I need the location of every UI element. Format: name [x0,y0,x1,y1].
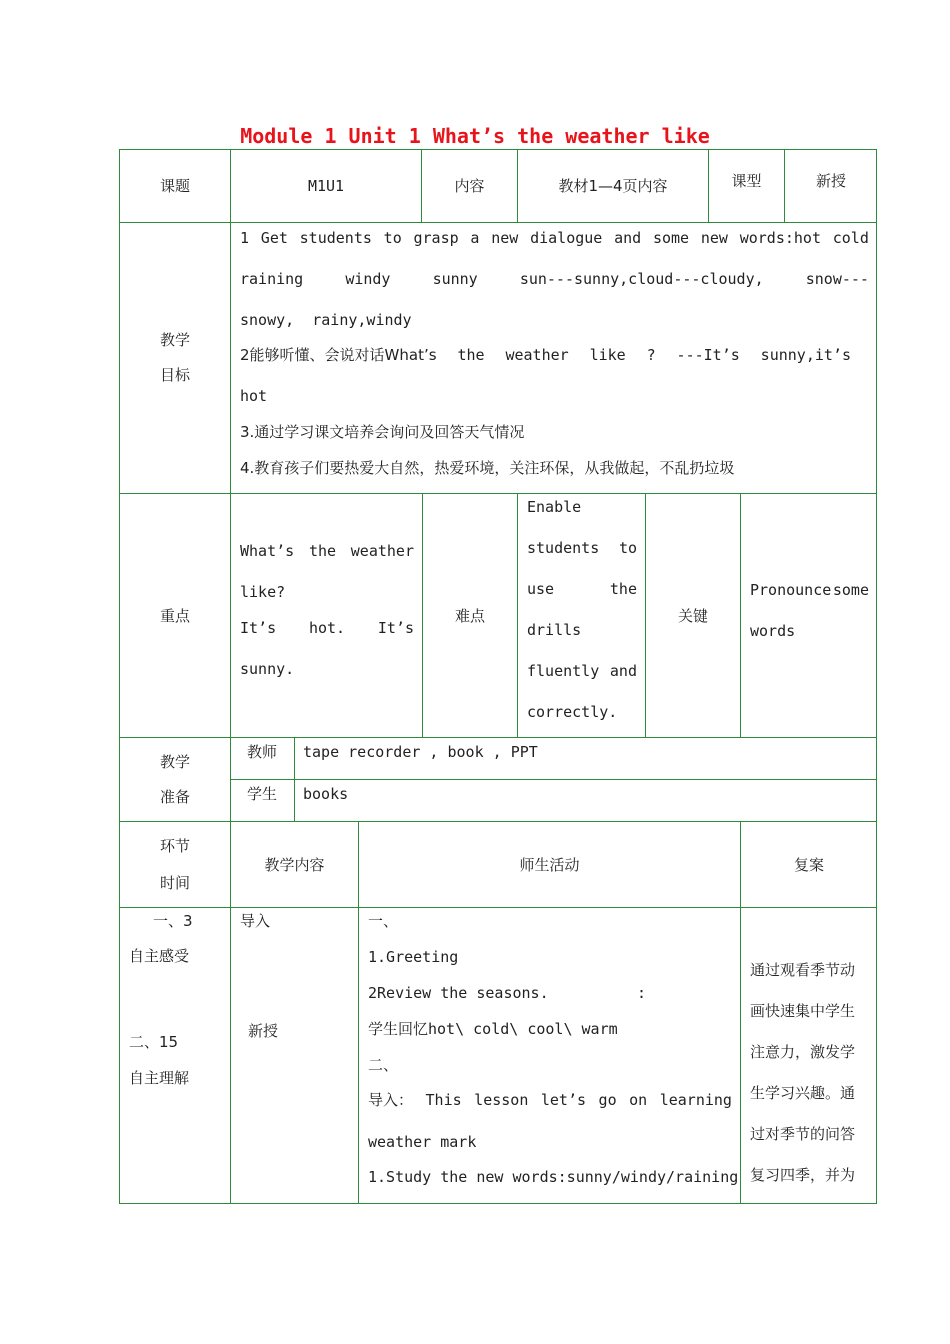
activity-weather-mark: weather mark [368,1133,477,1151]
teacher-label: 教师 [231,738,295,780]
activity-section-1: 一、 [368,912,399,930]
type-value-text: 新授 [815,172,846,190]
student-label: 学生 [231,780,295,822]
content-new: 新授 [248,1022,279,1040]
topic-label: 课题 [120,150,231,223]
note-line-4: 生学习兴趣。通 [750,1084,856,1102]
objective-line-5: hot [240,387,268,405]
activities-header: 师生活动 [359,822,741,908]
preparation-label [120,738,231,822]
stage-2-name: 自主理解 [129,1069,190,1087]
activity-review-colon: : [637,984,647,1002]
teacher-materials: tape recorder , book , PPT [295,738,877,780]
activity-study-words: 1.Study the new words:sunny/windy/raining [368,1168,739,1186]
preparation-label-2: 准备 [159,787,190,806]
objectives-content [231,223,877,494]
difficulty-line-5: fluently and [527,662,637,680]
note-line-2: 画快速集中学生 [750,1002,856,1020]
topic-value: M1U1 [231,150,422,223]
stage-1-time: 一、3 [153,912,193,930]
type-label [709,150,785,223]
activity-recall: 学生回忆hot\ cold\ cool\ warm [368,1020,618,1038]
activity-section-2: 二、 [368,1056,399,1074]
preparation-label-1: 教学 [159,752,190,771]
stage-2-time: 二、15 [129,1033,179,1051]
key-content [741,494,877,738]
note-line-5: 过对季节的问答 [750,1125,856,1143]
activity-lead-in: 导入： This lesson let’s go on learning [368,1091,732,1109]
type-label-text: 课型 [731,172,762,190]
key-points-label: 重点 [120,494,231,738]
note-line-6: 复习四季，并为 [750,1166,856,1184]
objective-line-2: raining windy sunny sun---sunny,cloud---cloudy, snow--- [240,270,869,288]
note-line-3: 注意力，激发学 [750,1043,856,1061]
objective-line-3: snowy, rainy,windy [240,311,412,329]
difficulty-line-1: Enable [527,498,582,516]
student-materials: books [295,780,877,822]
objective-line-7: 4.教育孩子们要热爱大自然，热爱环境，关注环保，从我做起，不乱扔垃圾 [240,459,735,477]
content-label: 内容 [422,150,518,223]
stage-time-cell [120,908,231,1204]
difficulty-line-6: correctly. [527,703,618,721]
teaching-content-cell [231,908,359,1204]
note-line-1: 通过观看季节动 [750,961,856,979]
difficulty-line-4: drills [527,621,582,639]
key-label: 关键 [646,494,741,738]
objective-line-6: 3.通过学习课文培养会询问及回答天气情况 [240,423,525,441]
content-value: 教材1—4页内容 [518,150,709,223]
activity-review: 2Review the seasons. [368,984,549,1002]
stage-time-header: 环节 时间 [120,822,231,908]
lesson-plan-table [119,149,877,1204]
content-intro: 导入 [240,912,271,930]
key-points-content [231,494,423,738]
activity-greeting: 1.Greeting [368,948,459,966]
notes-header: 复案 [741,822,877,908]
key-point-line-1: What’s the weather [240,542,414,560]
objectives-label-1: 教学 [159,331,190,349]
objectives-label [120,223,231,494]
objective-line-1: 1 Get students to grasp a new dialogue and some new words:hot cold [240,229,869,247]
notes-cell [741,908,877,1204]
document-title: Module 1 Unit 1 What’s the weather like [240,124,710,148]
key-point-line-3: It’s hot. It’s [240,619,414,637]
key-line-1: Pronounce some [750,581,869,599]
difficulty-label: 难点 [423,494,518,738]
teaching-content-header: 教学内容 [231,822,359,908]
difficulty-line-2: students to [527,539,637,557]
difficulty-content [518,494,646,738]
key-line-2: words [750,622,796,640]
stage-1-name: 自主感受 [129,947,190,965]
objective-line-4: 2能够听懂、会说对话What’s the weather like ? ---It’s sunny,it’s [240,346,851,364]
key-point-line-4: sunny. [240,660,295,678]
activities-cell [359,908,741,1204]
type-value [785,150,877,223]
key-point-line-2: like? [240,583,286,601]
difficulty-line-3: use the [527,580,637,598]
objectives-label-2: 目标 [159,366,190,384]
